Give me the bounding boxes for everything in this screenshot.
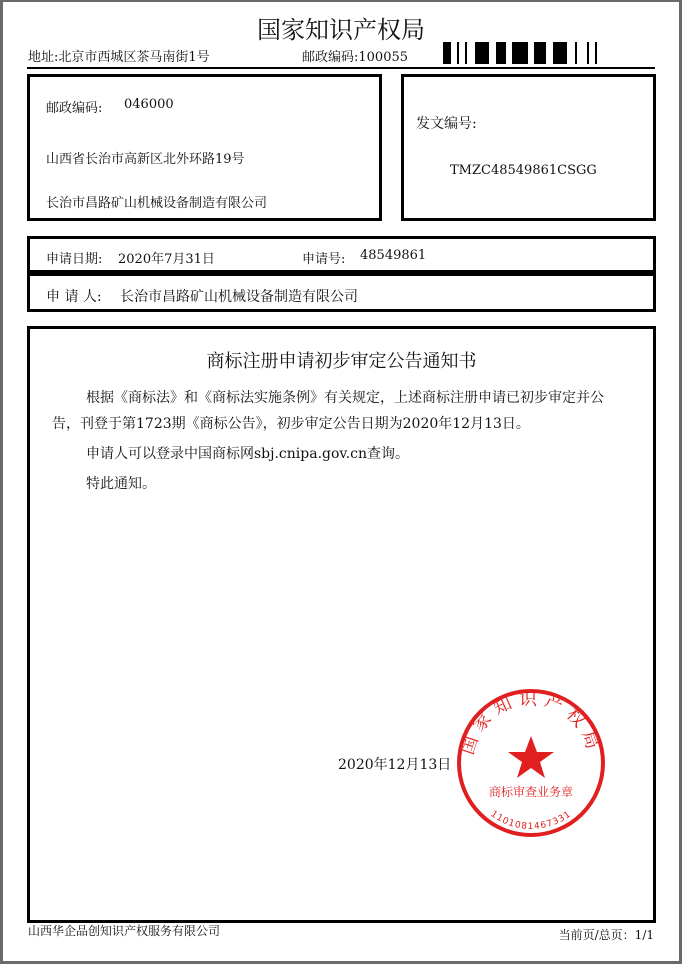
barcode-bar	[548, 42, 551, 64]
barcode-bar	[457, 42, 459, 64]
recipient-postcode: 046000	[124, 97, 174, 112]
issuer-postcode: 邮政编码:100055	[302, 50, 409, 65]
barcode-bar	[587, 42, 589, 64]
application-no-label: 申请号:	[302, 252, 346, 267]
notice-para-1a: 根据《商标法》和《商标法实施条例》有关规定，上述商标注册申请已初步审定并公	[86, 390, 604, 406]
barcode-bar	[475, 42, 489, 64]
barcode-bar	[461, 42, 463, 64]
dispatch-label: 发文编号:	[416, 116, 477, 132]
footer-agency: 山西华企品创知识产权服务有限公司	[28, 924, 221, 938]
seal-bottom-text: 商标审查业务章	[488, 785, 574, 799]
barcode-bar	[575, 42, 577, 64]
recipient-company: 长治市昌路矿山机械设备制造有限公司	[46, 196, 268, 211]
barcode-bar	[491, 42, 494, 64]
issuer-address: 地址:北京市西城区茶马南街1号	[28, 50, 210, 65]
application-info-row	[27, 236, 656, 273]
barcode	[443, 42, 655, 64]
barcode-bar	[496, 42, 506, 64]
application-date: 2020年7月31日	[118, 252, 215, 267]
barcode-bar	[443, 42, 451, 64]
official-seal	[455, 688, 607, 838]
applicant-label: 申 请 人:	[46, 289, 102, 305]
seal-top-text: 国家知识产权局	[457, 689, 605, 758]
applicant-name: 长治市昌路矿山机械设备制造有限公司	[120, 289, 358, 305]
barcode-bar	[512, 42, 528, 64]
barcode-bar	[534, 42, 546, 64]
notice-para-1b: 告，刊登于第1723期《商标公告》，初步审定公告日期为2020年12月13日。	[52, 416, 530, 432]
barcode-bar	[595, 42, 597, 64]
notice-date: 2020年12月13日	[338, 757, 452, 773]
recipient-address: 山西省长治市高新区北外环路19号	[46, 152, 245, 167]
barcode-bar	[453, 42, 455, 64]
notice-para-3: 特此通知。	[86, 476, 156, 492]
issuer-title: 国家知识产权局	[257, 16, 425, 44]
recipient-box	[27, 74, 382, 221]
notice-para-2: 申请人可以登录中国商标网sbj.cnipa.gov.cn查询。	[86, 446, 409, 462]
barcode-bar	[465, 42, 467, 64]
application-no: 48549861	[360, 248, 427, 263]
seal-code: 1101081467331	[488, 809, 574, 832]
barcode-bar	[569, 42, 573, 64]
applicant-row	[27, 273, 656, 312]
header-divider	[27, 67, 655, 69]
postcode-label: 邮政编码:	[46, 101, 103, 116]
application-date-label: 申请日期:	[46, 252, 103, 267]
barcode-bar	[591, 42, 593, 64]
barcode-bar	[469, 42, 473, 64]
barcode-bar	[508, 42, 510, 64]
barcode-bar	[579, 42, 585, 64]
footer-page: 当前页/总页：1/1	[558, 928, 654, 942]
dispatch-box	[401, 74, 656, 221]
barcode-bar	[530, 42, 532, 64]
barcode-bar	[553, 42, 567, 64]
star-icon	[508, 736, 554, 778]
notice-title: 商标注册申请初步审定公告通知书	[206, 351, 477, 372]
dispatch-number: TMZC48549861CSGG	[450, 163, 597, 178]
